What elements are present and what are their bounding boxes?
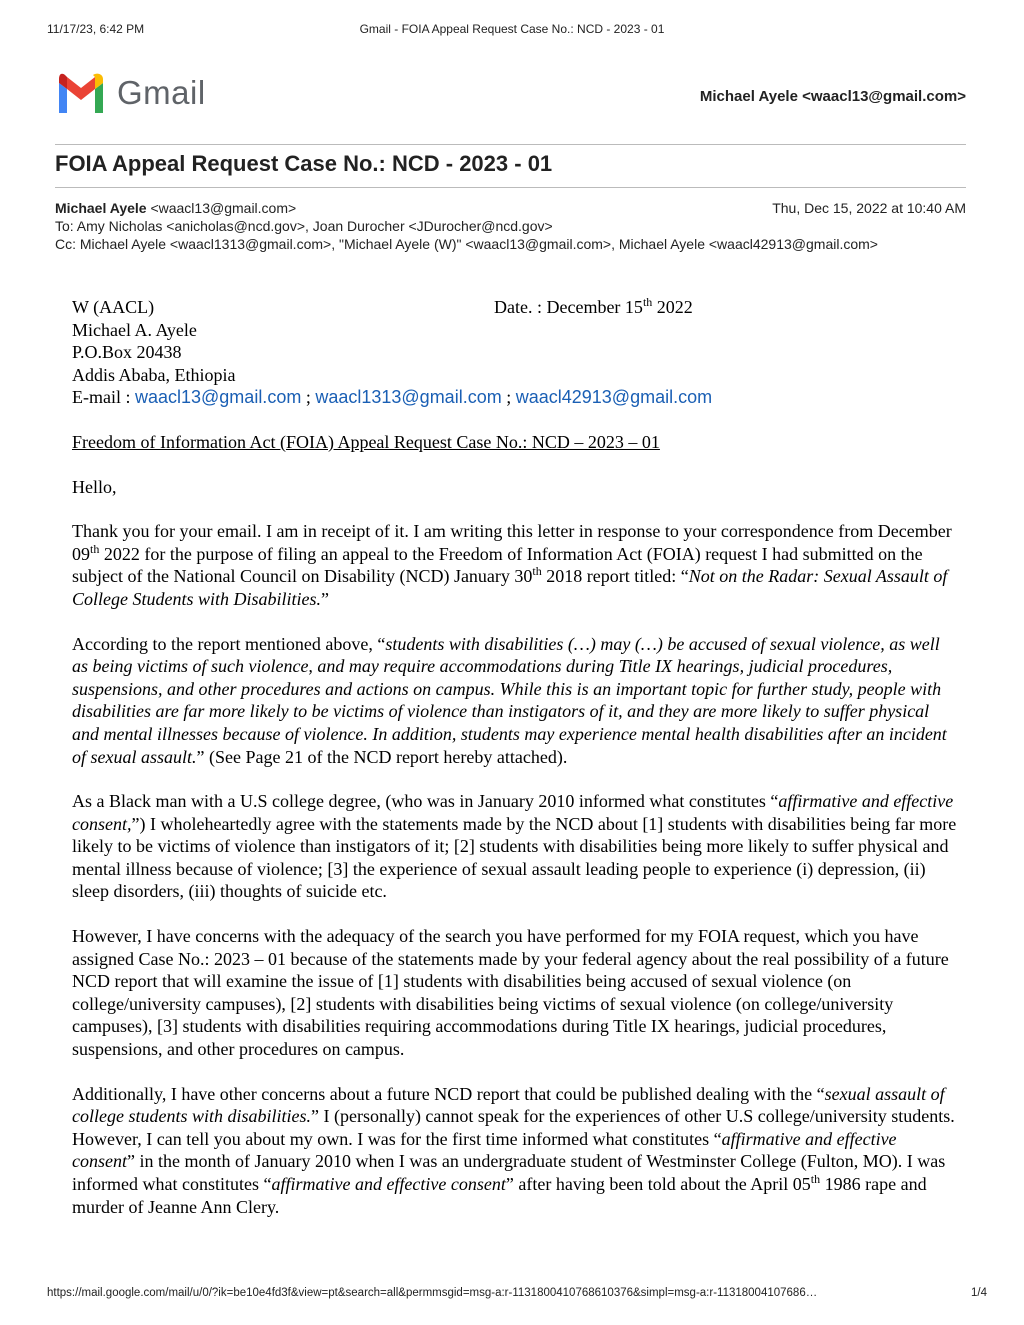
page-number: 1/4 <box>971 1287 987 1299</box>
email-link[interactable]: waacl1313@gmail.com <box>315 387 502 408</box>
to-recipients: To: Amy Nicholas <anicholas@ncd.gov>, Joan Durocher <JDurocher@ncd.gov> <box>55 218 553 234</box>
print-title: Gmail - FOIA Appeal Request Case No.: NCD - 2023 - 01 <box>359 22 665 36</box>
cc-recipients: Cc: Michael Ayele <waacl1313@gmail.com>, "Michael Ayele (W)" <waacl13@gmail.com>, Michael Ayele <waacl42913@gmail.com> <box>55 236 878 252</box>
message-body <box>72 296 957 1218</box>
sent-date: Thu, Dec 15, 2022 at 10:40 AM <box>772 200 966 216</box>
print-datetime: 11/17/23, 6:42 PM <box>47 22 145 36</box>
paragraph-1: Thank you for your email. I am in receipt of it. I am writing this letter in response to your correspondence from December 09th 2022 for the purpose of filing an appeal to the Freedom of Information Act (FOIA) request I had submitted on the subject of the National Council on Disability (NCD) January 30th 2018 report titled: “Not on the Radar: Sexual Assault of College Students with Disabilities.” <box>72 521 952 609</box>
letter-address-block <box>72 296 957 409</box>
address-line: Michael A. Ayele <box>72 319 197 340</box>
divider <box>55 144 966 145</box>
sender-name: Michael Ayele <box>55 200 147 216</box>
address-line: W (AACL) <box>72 297 155 317</box>
email-link[interactable]: waacl42913@gmail.com <box>515 387 713 408</box>
email-link[interactable]: waacl13@gmail.com <box>134 387 302 408</box>
email-line: E-mail : waacl13@gmail.com ; waacl1313@gmail.com ; waacl42913@gmail.com <box>72 387 713 408</box>
address-line: Addis Ababa, Ethiopia <box>72 364 236 385</box>
paragraph-3: As a Black man with a U.S college degree, (who was in January 2010 informed what constitutes “affirmative and effective consent,”) I wholeheartedly agree with the statements made by the NCD about [1] students with disabilities being far more likely to be victims of violence than instigators of it; [2] students with disabilities being more likely to suffer physical and mental illness because of violence; [3] the experience of sexual assault leading people to experience (i) depression, (ii) sleep disorders, (iii) thoughts of suicide etc. <box>72 791 957 902</box>
greeting: Hello, <box>72 476 117 497</box>
letter-date: Date. : December 15th 2022 <box>494 295 693 317</box>
letter-subject-line: Freedom of Information Act (FOIA) Appeal Request Case No.: NCD – 2023 – 01 <box>72 431 660 452</box>
gmail-logo-icon <box>55 73 107 113</box>
message-header <box>55 199 966 253</box>
paragraph-5: Additionally, I have other concerns about a future NCD report that could be published dealing with the “sexual assault of college students with disabilities.” I (personally) cannot speak for the experiences of other U.S college/university students. However, I can tell you about my own. I was for the first time informed what constitutes “affirmative and effective consent” in the month of January 2010 when I was an undergraduate student of Westminster College (Fulton, MO). I was informed what constitutes “affirmative and effective consent” after having been told about the April 05th 1986 rape and murder of Jeanne Ann Clery. <box>72 1083 955 1217</box>
paragraph-4: However, I have concerns with the adequacy of the search you have performed for my FOIA request, which you have assigned Case No.: 2023 – 01 because of the statements made by your federal agency about the real possibility of a future NCD report that will examine the issue of [1] students with disabilities being accused of sexual violence (on college/university campuses), [2] students with disabilities being victims of sexual violence (on college/university campuses), [3] students with disabilities requiring accommodations during Title IX hearings, judicial procedures, suspensions, and other procedures on campus. <box>72 926 949 1060</box>
thread-subject: FOIA Appeal Request Case No.: NCD - 2023 - 01 <box>55 151 553 176</box>
page-url: https://mail.google.com/mail/u/0/?ik=be10e4fd3f&view=pt&search=all&permmsgid=msg-a:r-1131800410768610376&simpl=msg-a:r-11318004107686… <box>47 1287 818 1299</box>
gmail-wordmark: Gmail <box>117 74 206 111</box>
gmail-brand <box>55 72 206 114</box>
paragraph-2: According to the report mentioned above, “students with disabilities (…) may (…) be accused of sexual violence, as well as being victims of such violence, and may require accommodations during Title IX hearings, judicial procedures, suspensions, and other procedures and actions on campus. While this is an important topic for further study, people with disabilities are far more likely to be victims of violence than instigators of it, and they are more likely to suffer physical and mental illnesses because of violence. In addition, students may experience mental health disabilities after an incident of sexual assault.” (See Page 21 of the NCD report hereby attached). <box>72 633 947 767</box>
account-identity: Michael Ayele <waacl13@gmail.com> <box>699 88 966 105</box>
print-header <box>0 22 1024 42</box>
divider <box>55 187 966 188</box>
print-footer <box>47 1287 987 1299</box>
address-line: P.O.Box 20438 <box>72 342 182 363</box>
sender-row <box>55 199 966 217</box>
sender-email: <waacl13@gmail.com> <box>150 200 297 216</box>
